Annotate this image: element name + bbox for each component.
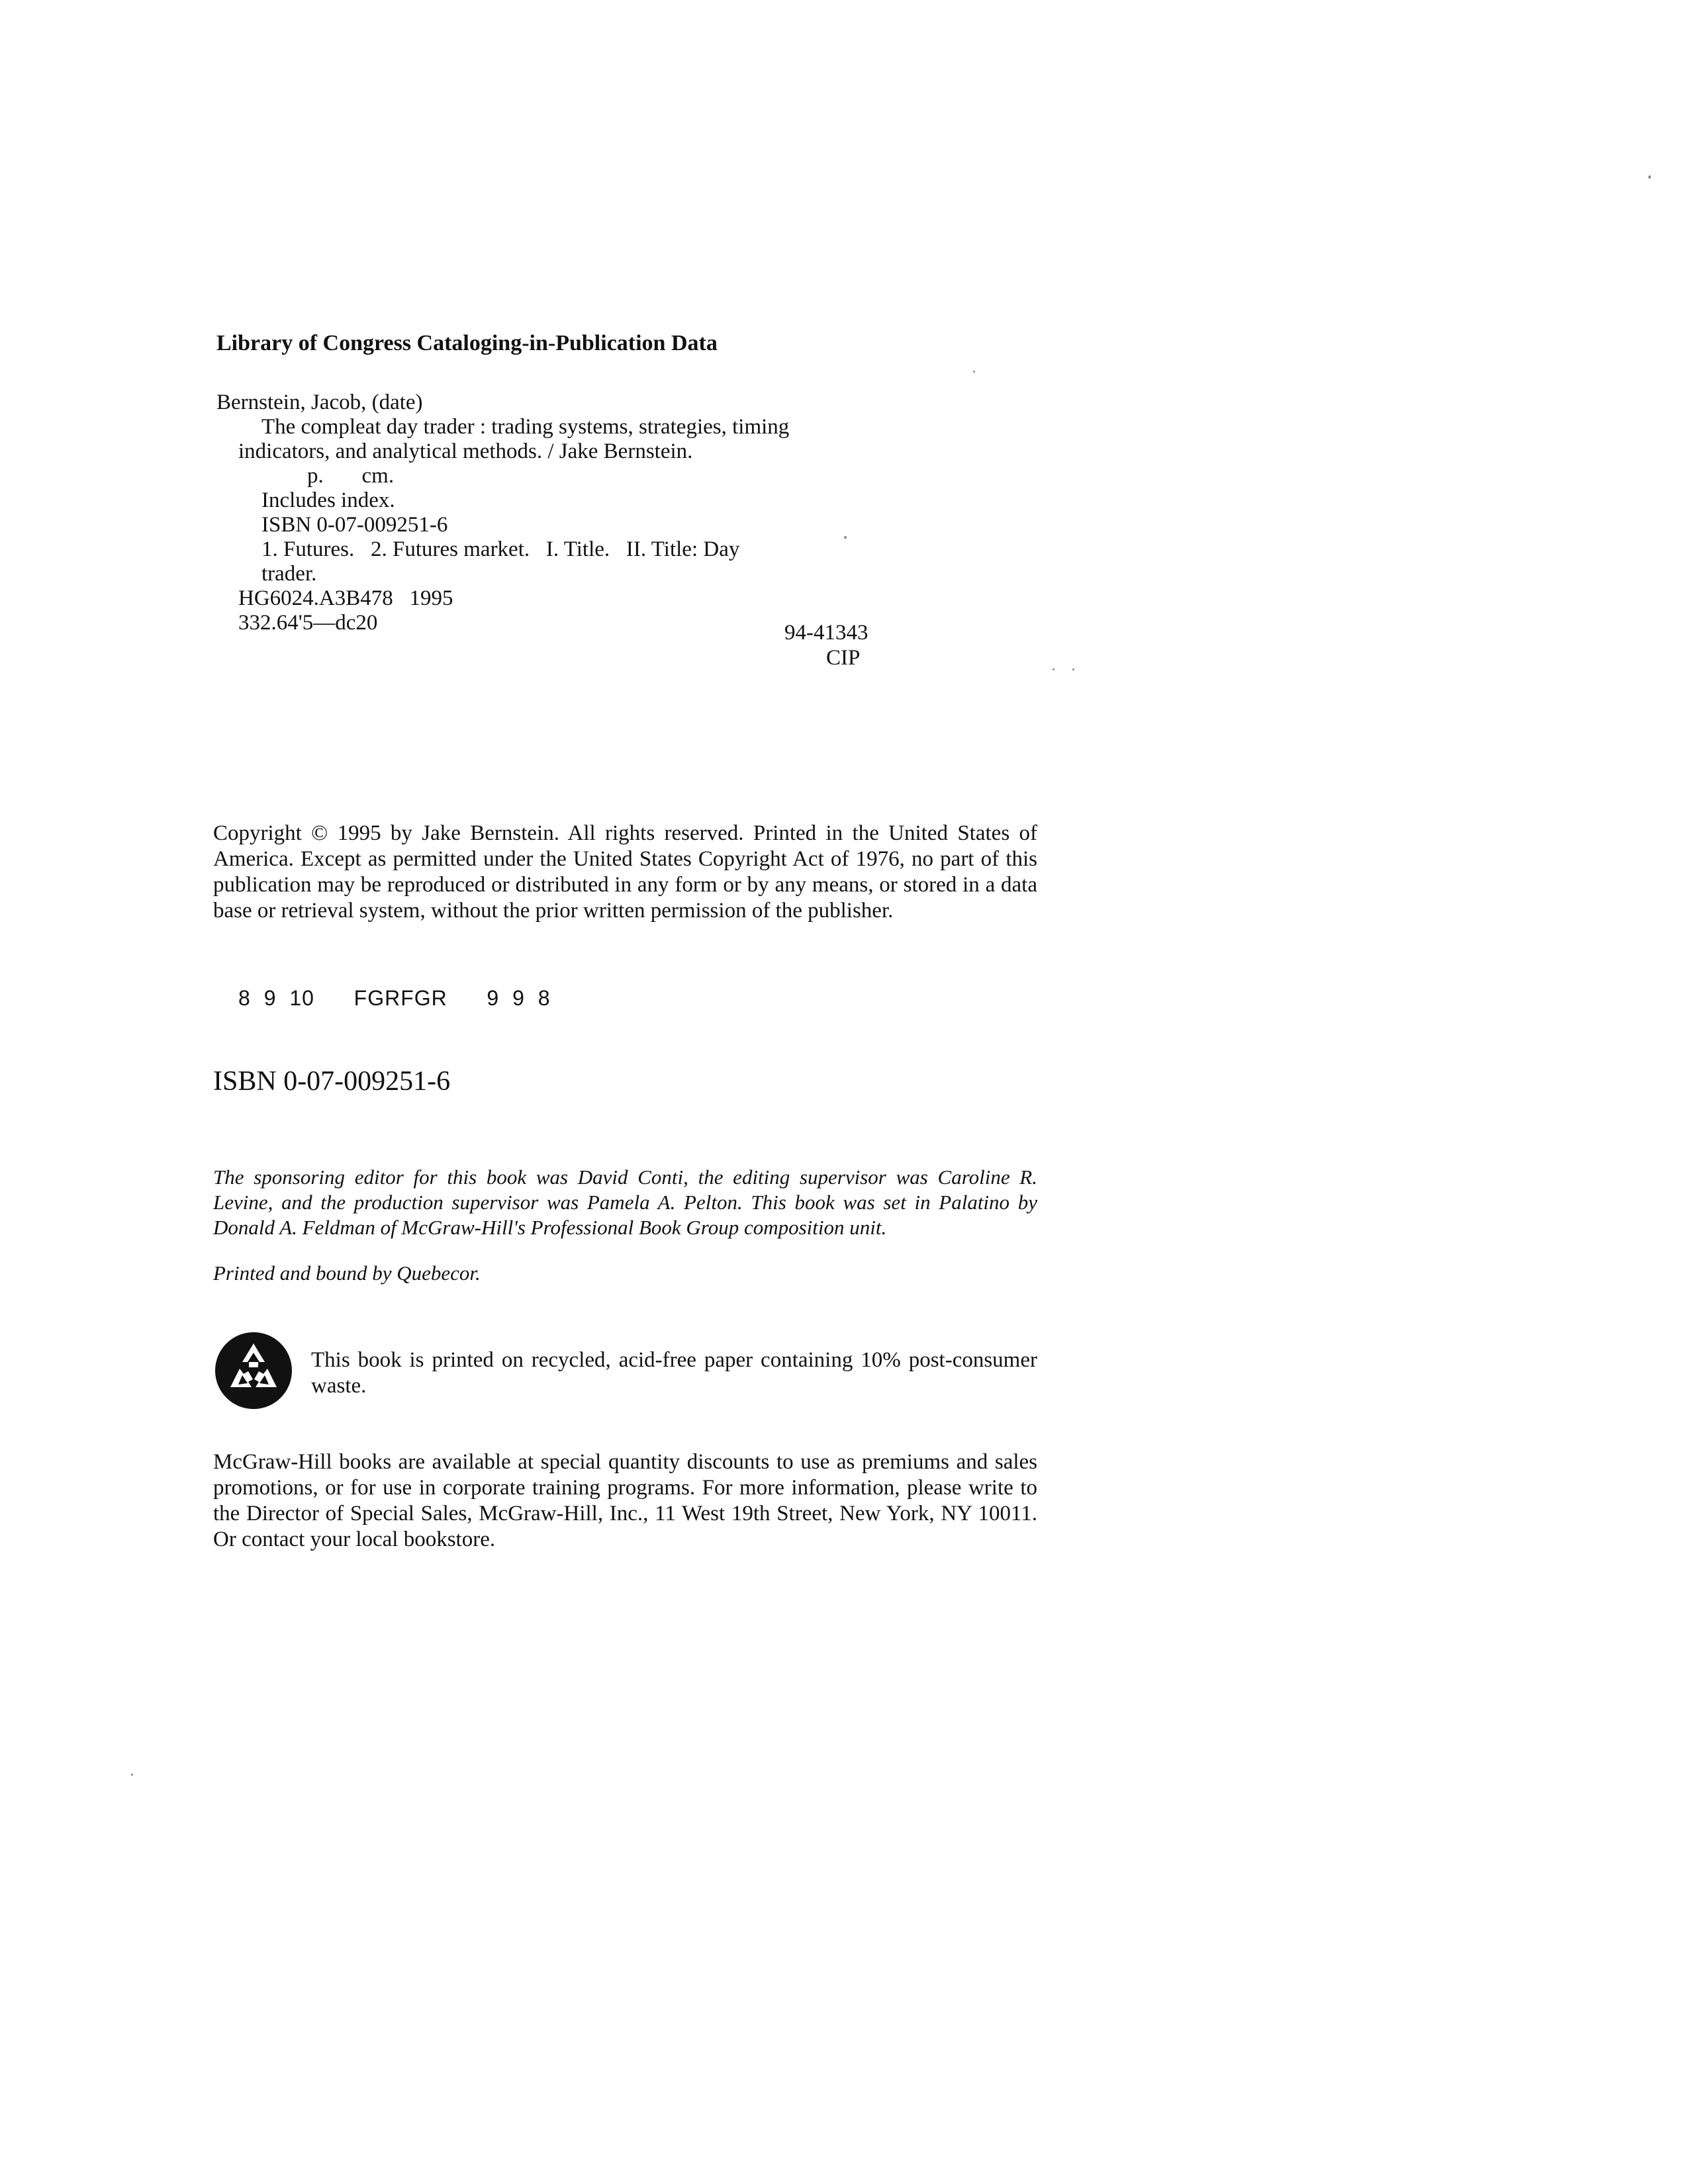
scan-speck <box>973 371 975 373</box>
special-sales-notice: McGraw-Hill books are available at special quantity discounts to use as premiums and sales promotions, or for use in corporate training programs. For more information, please write to the Director of Special Sales, McGraw-Hill, Inc., 11 West 19th Street, New York, NY 10011. Or contact your local bookstore. <box>213 1450 1037 1551</box>
cip-pages: p. cm. <box>307 464 395 488</box>
scan-speck <box>1053 668 1055 670</box>
scan-speck <box>1072 668 1074 670</box>
print-number-line: 8 9 10 FGRFGR 9 9 8 <box>238 986 551 1010</box>
cip-subjects-line1: 1. Futures. 2. Futures market. I. Title. II. Title: Day <box>261 537 740 561</box>
printer-credit: Printed and bound by Quebecor. <box>213 1261 481 1285</box>
cip-call-number: HG6024.A3B478 1995 <box>238 586 453 610</box>
scan-speck <box>131 1774 133 1776</box>
cip-heading: Library of Congress Cataloging-in-Publication Data <box>216 331 718 355</box>
cip-title-line1: The compleat day trader : trading systems, strategies, timing <box>261 415 790 439</box>
cip-title-line2: indicators, and analytical methods. / Jake Bernstein. <box>238 439 693 463</box>
cip-author: Bernstein, Jacob, (date) <box>216 390 423 414</box>
copyright-notice: Copyright © 1995 by Jake Bernstein. All rights reserved. Printed in the United States of America. Except as permitted under the United States Copyright Act of 1976, no part of this publication may be reproduced or distributed in any form or by any means, or stored in a data base or retrieval system, without the prior written permission of the publisher. <box>213 821 1037 923</box>
isbn-large: ISBN 0-07-009251-6 <box>213 1066 451 1097</box>
cip-dewey: 332.64'5—dc20 <box>238 611 378 635</box>
recycle-icon <box>213 1330 294 1411</box>
cip-lccn: 94-41343 <box>784 621 868 645</box>
recycled-paper-notice: This book is printed on recycled, acid-free paper containing 10% post-consumer waste. <box>311 1348 1037 1398</box>
scan-speck <box>844 536 847 539</box>
cip-includes: Includes index. <box>261 488 395 512</box>
editorial-credits: The sponsoring editor for this book was David Conti, the editing supervisor was Caroline R. Levine, and the production supervisor was Pamela A. Pelton. This book was set in Palatino by Donald A. Feldman of McGraw-Hill's Professional Book Group composition unit. <box>213 1165 1037 1239</box>
cip-isbn: ISBN 0-07-009251-6 <box>261 513 448 537</box>
cip-label: CIP <box>826 646 861 670</box>
scan-speck <box>1648 175 1651 179</box>
cip-subjects-line2: trader. <box>261 562 317 586</box>
